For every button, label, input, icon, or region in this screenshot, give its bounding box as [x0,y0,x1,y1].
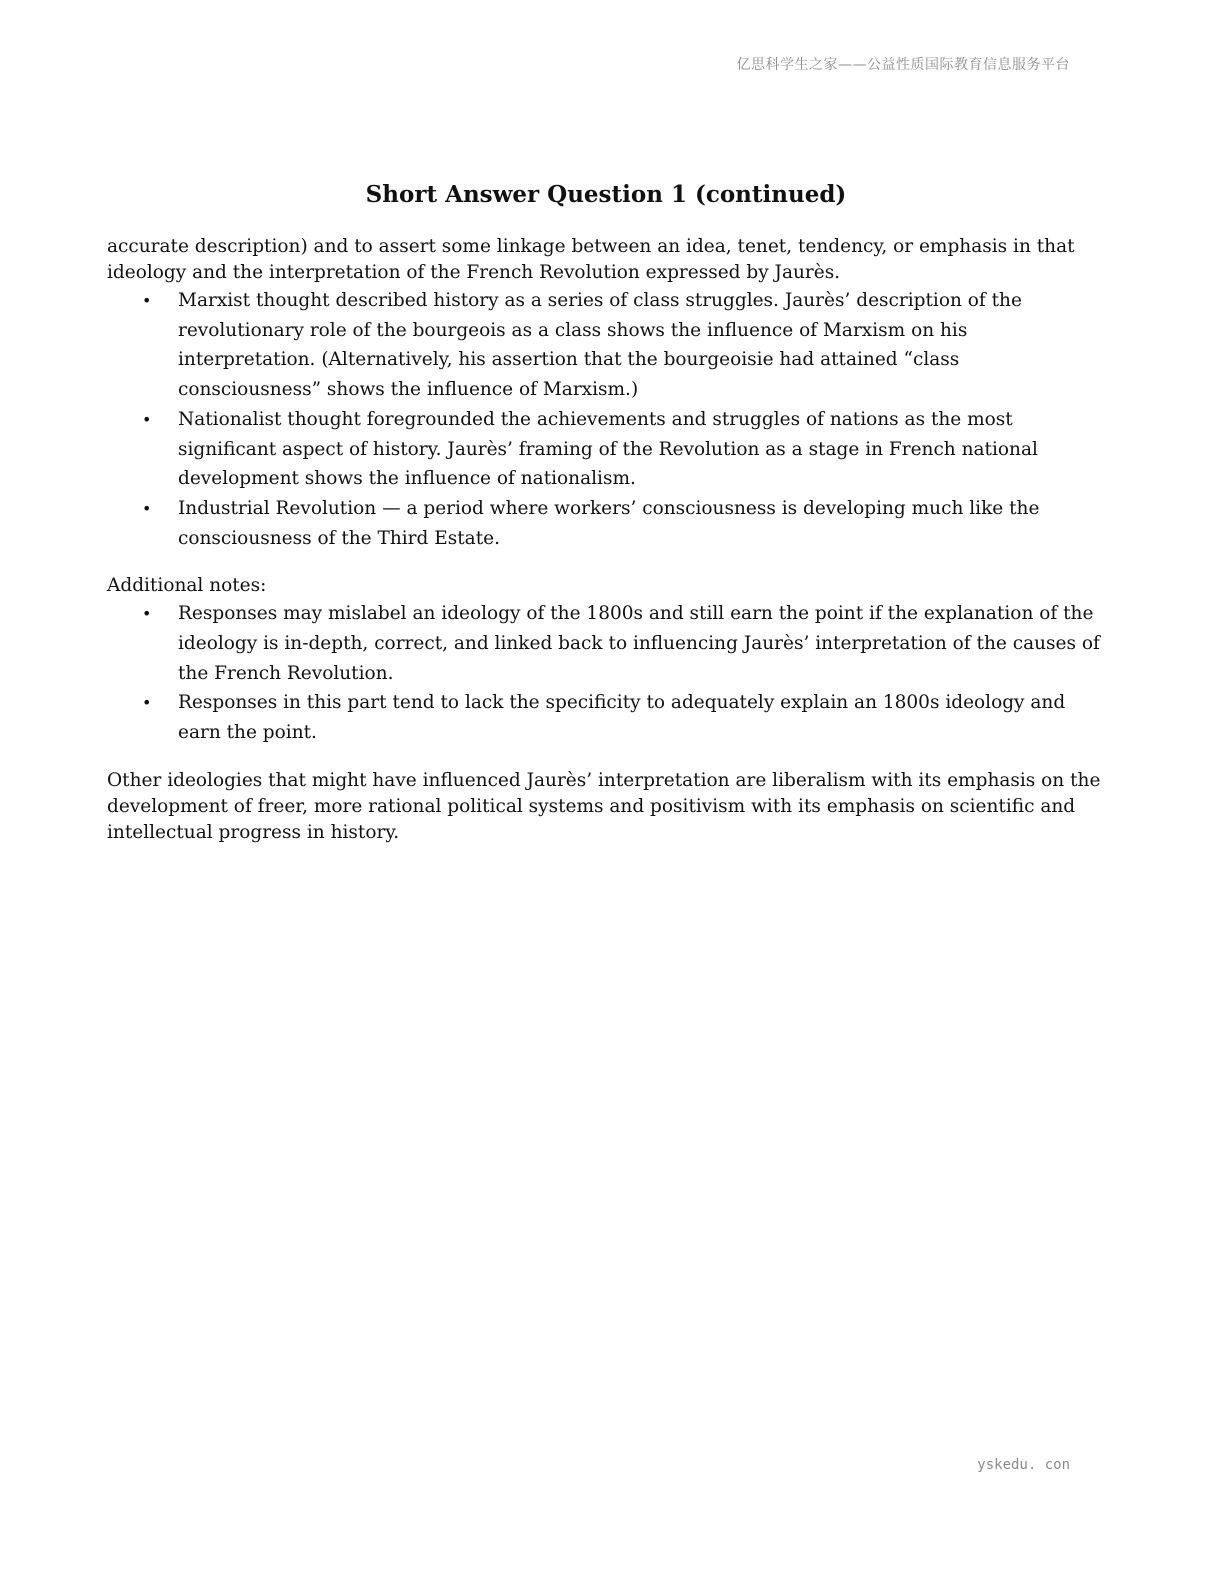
intro-paragraph: accurate description) and to assert some linkage between an idea, tenet, tendency, or emphasis in that ideology and the interpretation of the French Revolution expressed by Jaurès. [107,236,1075,283]
bullet-icon: • [142,291,152,310]
ideology-list [107,286,1107,553]
document-body [107,234,1107,846]
footer-watermark: yskedu. con [977,1457,1070,1473]
page-title: Short Answer Question 1 (continued) [365,181,847,208]
list-item [107,405,1107,494]
list-item [107,599,1107,688]
list-item-text: Marxist thought described history as a series of class struggles. Jaurès’ description of the revolutionary role of the bourgeois as a class shows the influence of Marxism on his interpretation. (Alternatively, his assertion that the bourgeoisie had attained “class consciousness” shows the influence of Marxism.) [178,290,1022,401]
list-item [107,494,1107,553]
list-item-text: Responses may mislabel an ideology of the 1800s and still earn the point if the explanation of the ideology is in-depth, correct, and linked back to influencing Jaurès’ interpretation of the causes of the French Revolution. [178,603,1100,684]
list-item-text: Responses in this part tend to lack the specificity to adequately explain an 1800s ideology and earn the point. [178,692,1066,744]
additional-notes-list [107,599,1107,748]
header-watermark: 亿思科学生之家——公益性质国际教育信息服务平台 [736,57,1070,73]
list-item-text: Industrial Revolution — a period where workers’ consciousness is developing much like the consciousness of the Third Estate. [178,497,1040,549]
list-item-text: Nationalist thought foregrounded the achievements and struggles of nations as the most significant aspect of history. Jaurès’ framing of the Revolution as a stage in French national development shows the influence of nationalism. [178,408,1038,490]
list-item [107,286,1107,405]
additional-notes-label: Additional notes: [107,575,267,597]
bullet-icon: • [142,409,152,429]
bullet-icon: • [142,498,152,518]
bullet-icon: • [142,604,152,624]
list-item [107,688,1107,747]
bullet-icon: • [142,693,152,713]
closing-paragraph: Other ideologies that might have influenced Jaurès’ interpretation are liberalism with its emphasis on the development of freer, more rational political systems and positivism with its emphasis on scientific and intellectual progress in history. [107,769,1101,843]
